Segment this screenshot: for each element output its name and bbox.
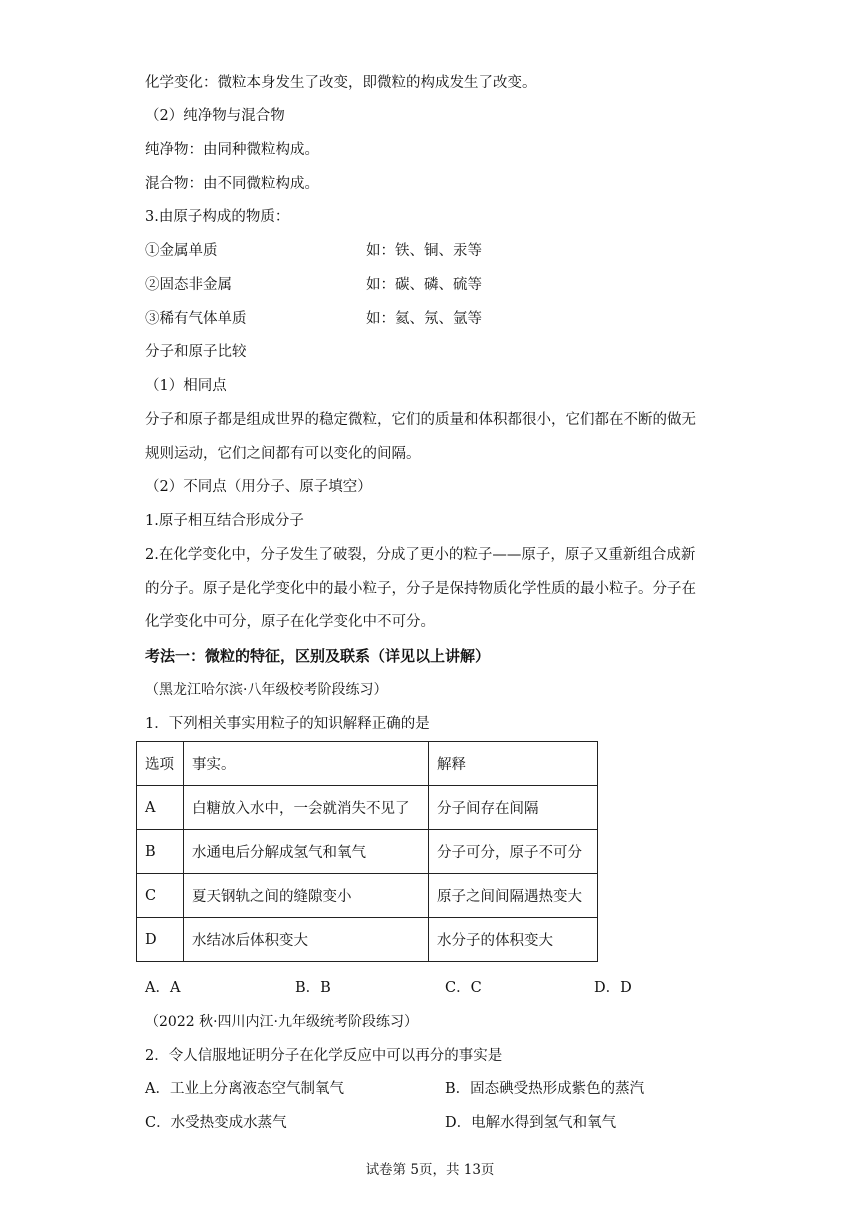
text-similarities-2: 规则运动，它们之间都有可以变化的间隔。 <box>145 446 421 462</box>
q1-option-c: C．C <box>445 980 482 996</box>
q2-option-b: B．固态碘受热形成紫色的蒸汽 <box>445 1081 645 1097</box>
section-heading: 考法一：微粒的特征，区别及联系（详见以上讲解） <box>145 647 491 665</box>
table-cell: 分子间存在间隔 <box>429 786 598 830</box>
table-cell: 分子可分，原子不可分 <box>429 830 598 874</box>
text-atom-substances: 3.由原子构成的物质： <box>145 209 290 225</box>
text-similarities-heading: （1）相同点 <box>145 378 227 394</box>
q2-option-c: C．水受热变成水蒸气 <box>145 1115 287 1131</box>
text-pure-substance: 纯净物：由同种微粒构成。 <box>145 142 319 158</box>
text-differences-1: 1.原子相互结合形成分子 <box>145 513 304 529</box>
text-differences-heading: （2）不同点（用分子、原子填空） <box>145 479 372 495</box>
page-footer: 试卷第 5页，共 13页 <box>365 1162 495 1178</box>
table-row <box>137 830 598 874</box>
table-cell: 水结冰后体积变大 <box>184 918 429 962</box>
q1-option-a: A．A <box>145 980 181 996</box>
question-2-stem: 2．令人信服地证明分子在化学反应中可以再分的事实是 <box>145 1048 503 1064</box>
text-mixture: 混合物：由不同微粒构成。 <box>145 176 319 192</box>
table-header-row <box>137 742 598 786</box>
q2-option-d: D．电解水得到氢气和氧气 <box>445 1115 617 1131</box>
question-source-2: （2022 秋·四川内江·九年级统考阶段练习） <box>145 1014 418 1030</box>
table-cell: D <box>137 918 184 962</box>
text-chemical-change: 化学变化：微粒本身发生了改变，即微粒的构成发生了改变。 <box>145 75 537 91</box>
text-differences-2c: 化学变化中可分，原子在化学变化中不可分。 <box>145 614 435 630</box>
q2-option-a: A．工业上分离液态空气制氧气 <box>145 1081 344 1097</box>
table-cell: C <box>137 874 184 918</box>
q1-option-b: B．B <box>295 980 331 996</box>
table-cell: 水分子的体积变大 <box>429 918 598 962</box>
text-subheading-pure-mixture: （2）纯净物与混合物 <box>145 108 285 124</box>
table-header-cell: 选项 <box>137 742 184 786</box>
table-row <box>137 874 598 918</box>
table-header-cell: 事实。 <box>184 742 429 786</box>
table-cell: A <box>137 786 184 830</box>
q1-option-d: D．D <box>594 980 632 996</box>
list-item-metal-examples: 如：铁、铜、汞等 <box>366 243 482 259</box>
text-differences-2b: 的分子。原子是化学变化中的最小粒子，分子是保持物质化学性质的最小粒子。分子在 <box>145 581 696 597</box>
list-item-nonmetal-examples: 如：碳、磷、硫等 <box>366 277 482 293</box>
text-differences-2a: 2.在化学变化中，分子发生了破裂，分成了更小的粒子——原子，原子又重新组合成新 <box>145 547 696 563</box>
list-item-noble-gas: ③稀有气体单质 <box>145 311 247 327</box>
table-row <box>137 918 598 962</box>
answer-table <box>136 741 598 962</box>
list-item-nonmetal: ②固态非金属 <box>145 277 232 293</box>
table-cell: B <box>137 830 184 874</box>
table-cell: 白糖放入水中，一会就消失不见了 <box>184 786 429 830</box>
question-1-stem: 1．下列相关事实用粒子的知识解释正确的是 <box>145 716 430 732</box>
list-item-metal: ①金属单质 <box>145 243 218 259</box>
table-cell: 水通电后分解成氢气和氧气 <box>184 830 429 874</box>
list-item-noble-gas-examples: 如：氦、氖、氩等 <box>366 311 482 327</box>
question-source-1: （黑龙江哈尔滨·八年级校考阶段练习） <box>145 682 388 698</box>
table-row <box>137 786 598 830</box>
table-cell: 夏天钢轨之间的缝隙变小 <box>184 874 429 918</box>
table-cell: 原子之间间隔遇热变大 <box>429 874 598 918</box>
text-compare-heading: 分子和原子比较 <box>145 344 247 360</box>
text-similarities-1: 分子和原子都是组成世界的稳定微粒，它们的质量和体积都很小，它们都在不断的做无 <box>145 412 696 428</box>
table-header-cell: 解释 <box>429 742 598 786</box>
